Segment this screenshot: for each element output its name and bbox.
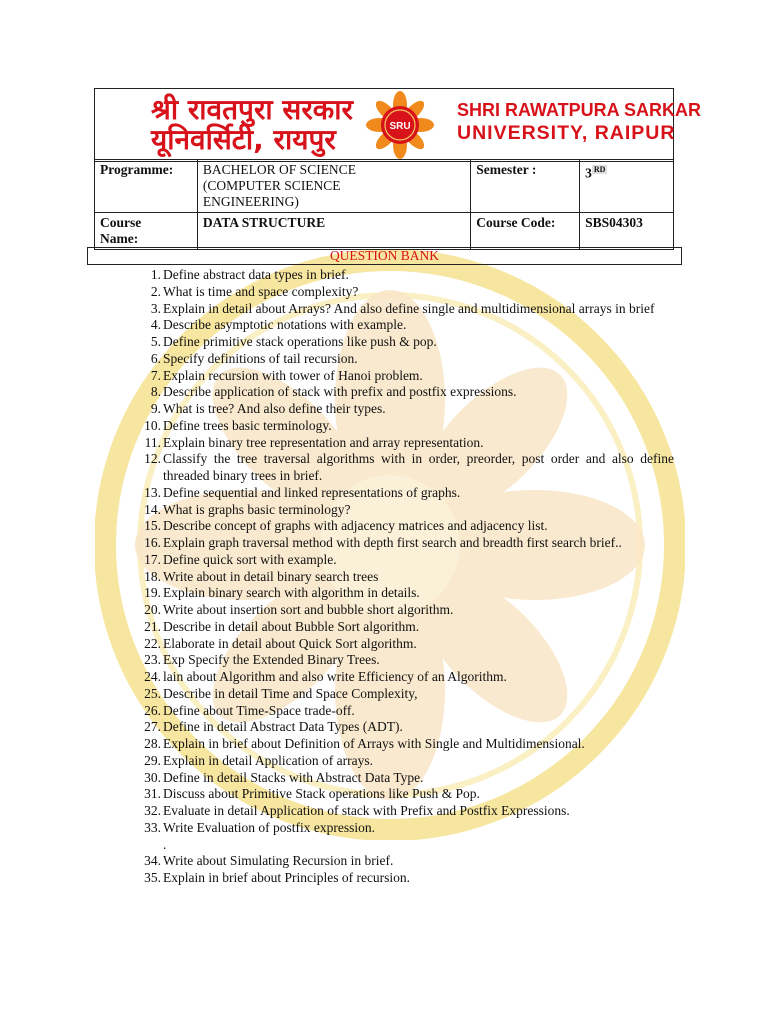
question-item bbox=[137, 652, 674, 669]
question-text: Define in detail Stacks with Abstract Data Type. bbox=[163, 769, 424, 785]
question-item bbox=[137, 569, 674, 586]
question-item bbox=[137, 384, 674, 401]
question-number: 14. bbox=[144, 501, 161, 517]
university-name-hindi bbox=[151, 95, 353, 155]
question-item bbox=[137, 636, 674, 653]
question-text: Define abstract data types in brief. bbox=[163, 267, 349, 282]
semester-value bbox=[580, 160, 674, 213]
question-item bbox=[137, 770, 674, 787]
question-text: . bbox=[163, 836, 167, 852]
question-number: 29. bbox=[144, 752, 161, 768]
logo-text: SRU bbox=[389, 121, 411, 132]
question-number: 15. bbox=[144, 518, 161, 534]
question-number: 32. bbox=[144, 803, 161, 818]
question-text: What is tree? And also define their types. bbox=[163, 401, 386, 416]
question-item bbox=[137, 669, 674, 686]
question-text: Define sequential and linked representations of graphs. bbox=[163, 484, 461, 500]
question-number: 19. bbox=[144, 585, 161, 601]
question-number: 6. bbox=[150, 350, 161, 366]
course-name-label bbox=[95, 213, 198, 250]
english-line-2: UNIVERSITY, RAIPUR bbox=[457, 122, 676, 144]
question-item bbox=[137, 703, 674, 720]
question-item bbox=[137, 585, 674, 602]
question-text: lain about Algorithm and also write Efficiency of an Algorithm. bbox=[163, 669, 507, 684]
question-item bbox=[137, 368, 674, 385]
question-number: 18. bbox=[144, 568, 161, 584]
question-text: Define primitive stack operations like push & pop. bbox=[163, 334, 437, 349]
question-text: Write about in detail binary search trees bbox=[163, 568, 379, 584]
question-text: Explain in detail about Arrays? And also define single and multidimensional arrays in brief bbox=[163, 300, 655, 316]
question-number: 5. bbox=[150, 334, 161, 349]
course-name-value: DATA STRUCTURE bbox=[197, 213, 470, 250]
question-text: What is graphs basic terminology? bbox=[163, 501, 351, 517]
question-item bbox=[137, 820, 674, 837]
question-number: 28. bbox=[144, 736, 161, 751]
question-number: 17. bbox=[144, 551, 161, 567]
question-item bbox=[137, 518, 674, 535]
programme-row bbox=[95, 160, 674, 213]
question-item bbox=[137, 485, 674, 502]
question-item bbox=[137, 502, 674, 519]
question-item bbox=[137, 619, 674, 636]
question-item bbox=[137, 418, 674, 435]
question-text: Discuss about Primitive Stack operations like Push & Pop. bbox=[163, 786, 480, 802]
question-number: 13. bbox=[144, 484, 161, 500]
question-text: Write Evaluation of postfix expression. bbox=[163, 819, 376, 835]
question-number: 12. bbox=[144, 451, 161, 467]
question-text: Describe concept of graphs with adjacency matrices and adjacency list. bbox=[163, 518, 548, 534]
question-text: Define quick sort with example. bbox=[163, 551, 337, 567]
university-header bbox=[94, 88, 702, 162]
question-item bbox=[137, 686, 674, 703]
course-name-label-line-1: Course bbox=[100, 215, 142, 230]
question-text: Describe application of stack with prefix and postfix expressions. bbox=[163, 384, 517, 400]
programme-value bbox=[197, 160, 470, 213]
question-text: Describe in detail Time and Space Complexity, bbox=[163, 685, 418, 701]
question-text: Write about insertion sort and bubble short algorithm. bbox=[163, 602, 454, 617]
question-text: Explain graph traversal method with depth first search and breadth first search brief.. bbox=[163, 535, 622, 550]
question-item bbox=[137, 853, 674, 870]
course-info-table bbox=[94, 159, 674, 250]
university-name-english bbox=[457, 99, 701, 145]
question-text: Define in detail Abstract Data Types (ADT). bbox=[163, 719, 403, 735]
question-text: Classify the tree traversal algorithms with in order, preorder, post order and also define threaded binary trees in brief. bbox=[163, 451, 674, 483]
question-item bbox=[137, 736, 674, 753]
question-number: 20. bbox=[144, 602, 161, 617]
question-text: Evaluate in detail Application of stack with Prefix and Postfix Expressions. bbox=[163, 803, 570, 818]
question-item bbox=[137, 837, 674, 854]
question-bank-title: QUESTION BANK bbox=[87, 247, 682, 265]
question-text: Explain in brief about Definition of Arrays with Single and Multidimensional. bbox=[163, 736, 585, 751]
semester-label: Semester : bbox=[471, 160, 580, 213]
question-text: Define trees basic terminology. bbox=[163, 417, 332, 433]
question-item bbox=[137, 317, 674, 334]
course-name-label-line-2: Name: bbox=[100, 231, 139, 246]
question-list bbox=[137, 267, 674, 887]
question-number: 31. bbox=[144, 786, 161, 802]
question-number: 1. bbox=[150, 267, 161, 282]
question-number: 7. bbox=[150, 367, 161, 383]
question-number: 25. bbox=[144, 685, 161, 701]
question-number: 10. bbox=[144, 417, 161, 433]
question-item bbox=[137, 786, 674, 803]
university-logo-icon bbox=[365, 91, 435, 159]
question-number: 34. bbox=[144, 853, 161, 869]
question-item bbox=[137, 870, 674, 887]
question-text: Write about Simulating Recursion in brief. bbox=[163, 853, 394, 869]
question-number: 33. bbox=[144, 819, 161, 835]
question-number: 30. bbox=[144, 769, 161, 785]
question-number: 23. bbox=[144, 652, 161, 668]
question-item bbox=[137, 267, 674, 284]
hindi-line-2: यूनिवर्सिटी, रायपुर bbox=[151, 123, 336, 156]
question-text: Exp Specify the Extended Binary Trees. bbox=[163, 652, 380, 668]
question-text: Explain in detail Application of arrays. bbox=[163, 752, 373, 768]
programme-value-line-2: (COMPUTER SCIENCE bbox=[202, 178, 341, 193]
programme-label: Programme: bbox=[95, 160, 198, 213]
question-text: Explain in brief about Principles of recursion. bbox=[163, 870, 411, 885]
question-number: 3. bbox=[150, 300, 161, 316]
question-item bbox=[137, 535, 674, 552]
question-item bbox=[137, 602, 674, 619]
question-item bbox=[137, 719, 674, 736]
question-text: Specify definitions of tail recursion. bbox=[163, 350, 358, 366]
question-number: 27. bbox=[144, 719, 161, 735]
question-number: 8. bbox=[150, 384, 161, 400]
programme-value-line-1: BACHELOR OF SCIENCE bbox=[202, 162, 356, 177]
question-text: Explain binary search with algorithm in details. bbox=[163, 585, 420, 601]
question-text: Explain recursion with tower of Hanoi problem. bbox=[163, 367, 423, 383]
question-text: Elaborate in detail about Quick Sort algorithm. bbox=[163, 635, 417, 651]
question-number: 21. bbox=[144, 618, 161, 634]
course-row bbox=[95, 213, 674, 250]
programme-value-line-3: ENGINEERING) bbox=[202, 194, 299, 209]
semester-number: 3 bbox=[585, 165, 592, 181]
question-number: 22. bbox=[144, 635, 161, 651]
question-number: 35. bbox=[144, 870, 161, 885]
question-item bbox=[137, 753, 674, 770]
question-item bbox=[137, 284, 674, 301]
question-text: What is time and space complexity? bbox=[163, 283, 359, 299]
question-item bbox=[137, 401, 674, 418]
question-number: 9. bbox=[150, 401, 161, 416]
question-item bbox=[137, 451, 674, 485]
course-code-value: SBS04303 bbox=[580, 213, 674, 250]
question-item bbox=[137, 351, 674, 368]
course-code-label: Course Code: bbox=[471, 213, 580, 250]
question-number: 4. bbox=[150, 317, 161, 333]
question-item bbox=[137, 334, 674, 351]
english-line-1: SHRI RAWATPURA SARKAR bbox=[457, 100, 702, 120]
question-text: Describe asymptotic notations with example. bbox=[163, 317, 407, 333]
question-number: 11. bbox=[144, 434, 161, 450]
question-text: Define about Time-Space trade-off. bbox=[163, 702, 355, 718]
question-item bbox=[137, 435, 674, 452]
question-number: 26. bbox=[144, 702, 161, 718]
question-text: Explain binary tree representation and array representation. bbox=[163, 434, 484, 450]
question-number: 16. bbox=[144, 535, 161, 550]
question-number: 2. bbox=[150, 283, 161, 299]
question-item bbox=[137, 552, 674, 569]
question-number: 24. bbox=[144, 669, 161, 684]
question-text: Describe in detail about Bubble Sort algorithm. bbox=[163, 618, 420, 634]
question-item bbox=[137, 803, 674, 820]
hindi-line-1: श्री रावतपुरा सरकार bbox=[151, 93, 354, 126]
semester-suffix: RD bbox=[593, 165, 606, 174]
question-item bbox=[137, 301, 674, 318]
